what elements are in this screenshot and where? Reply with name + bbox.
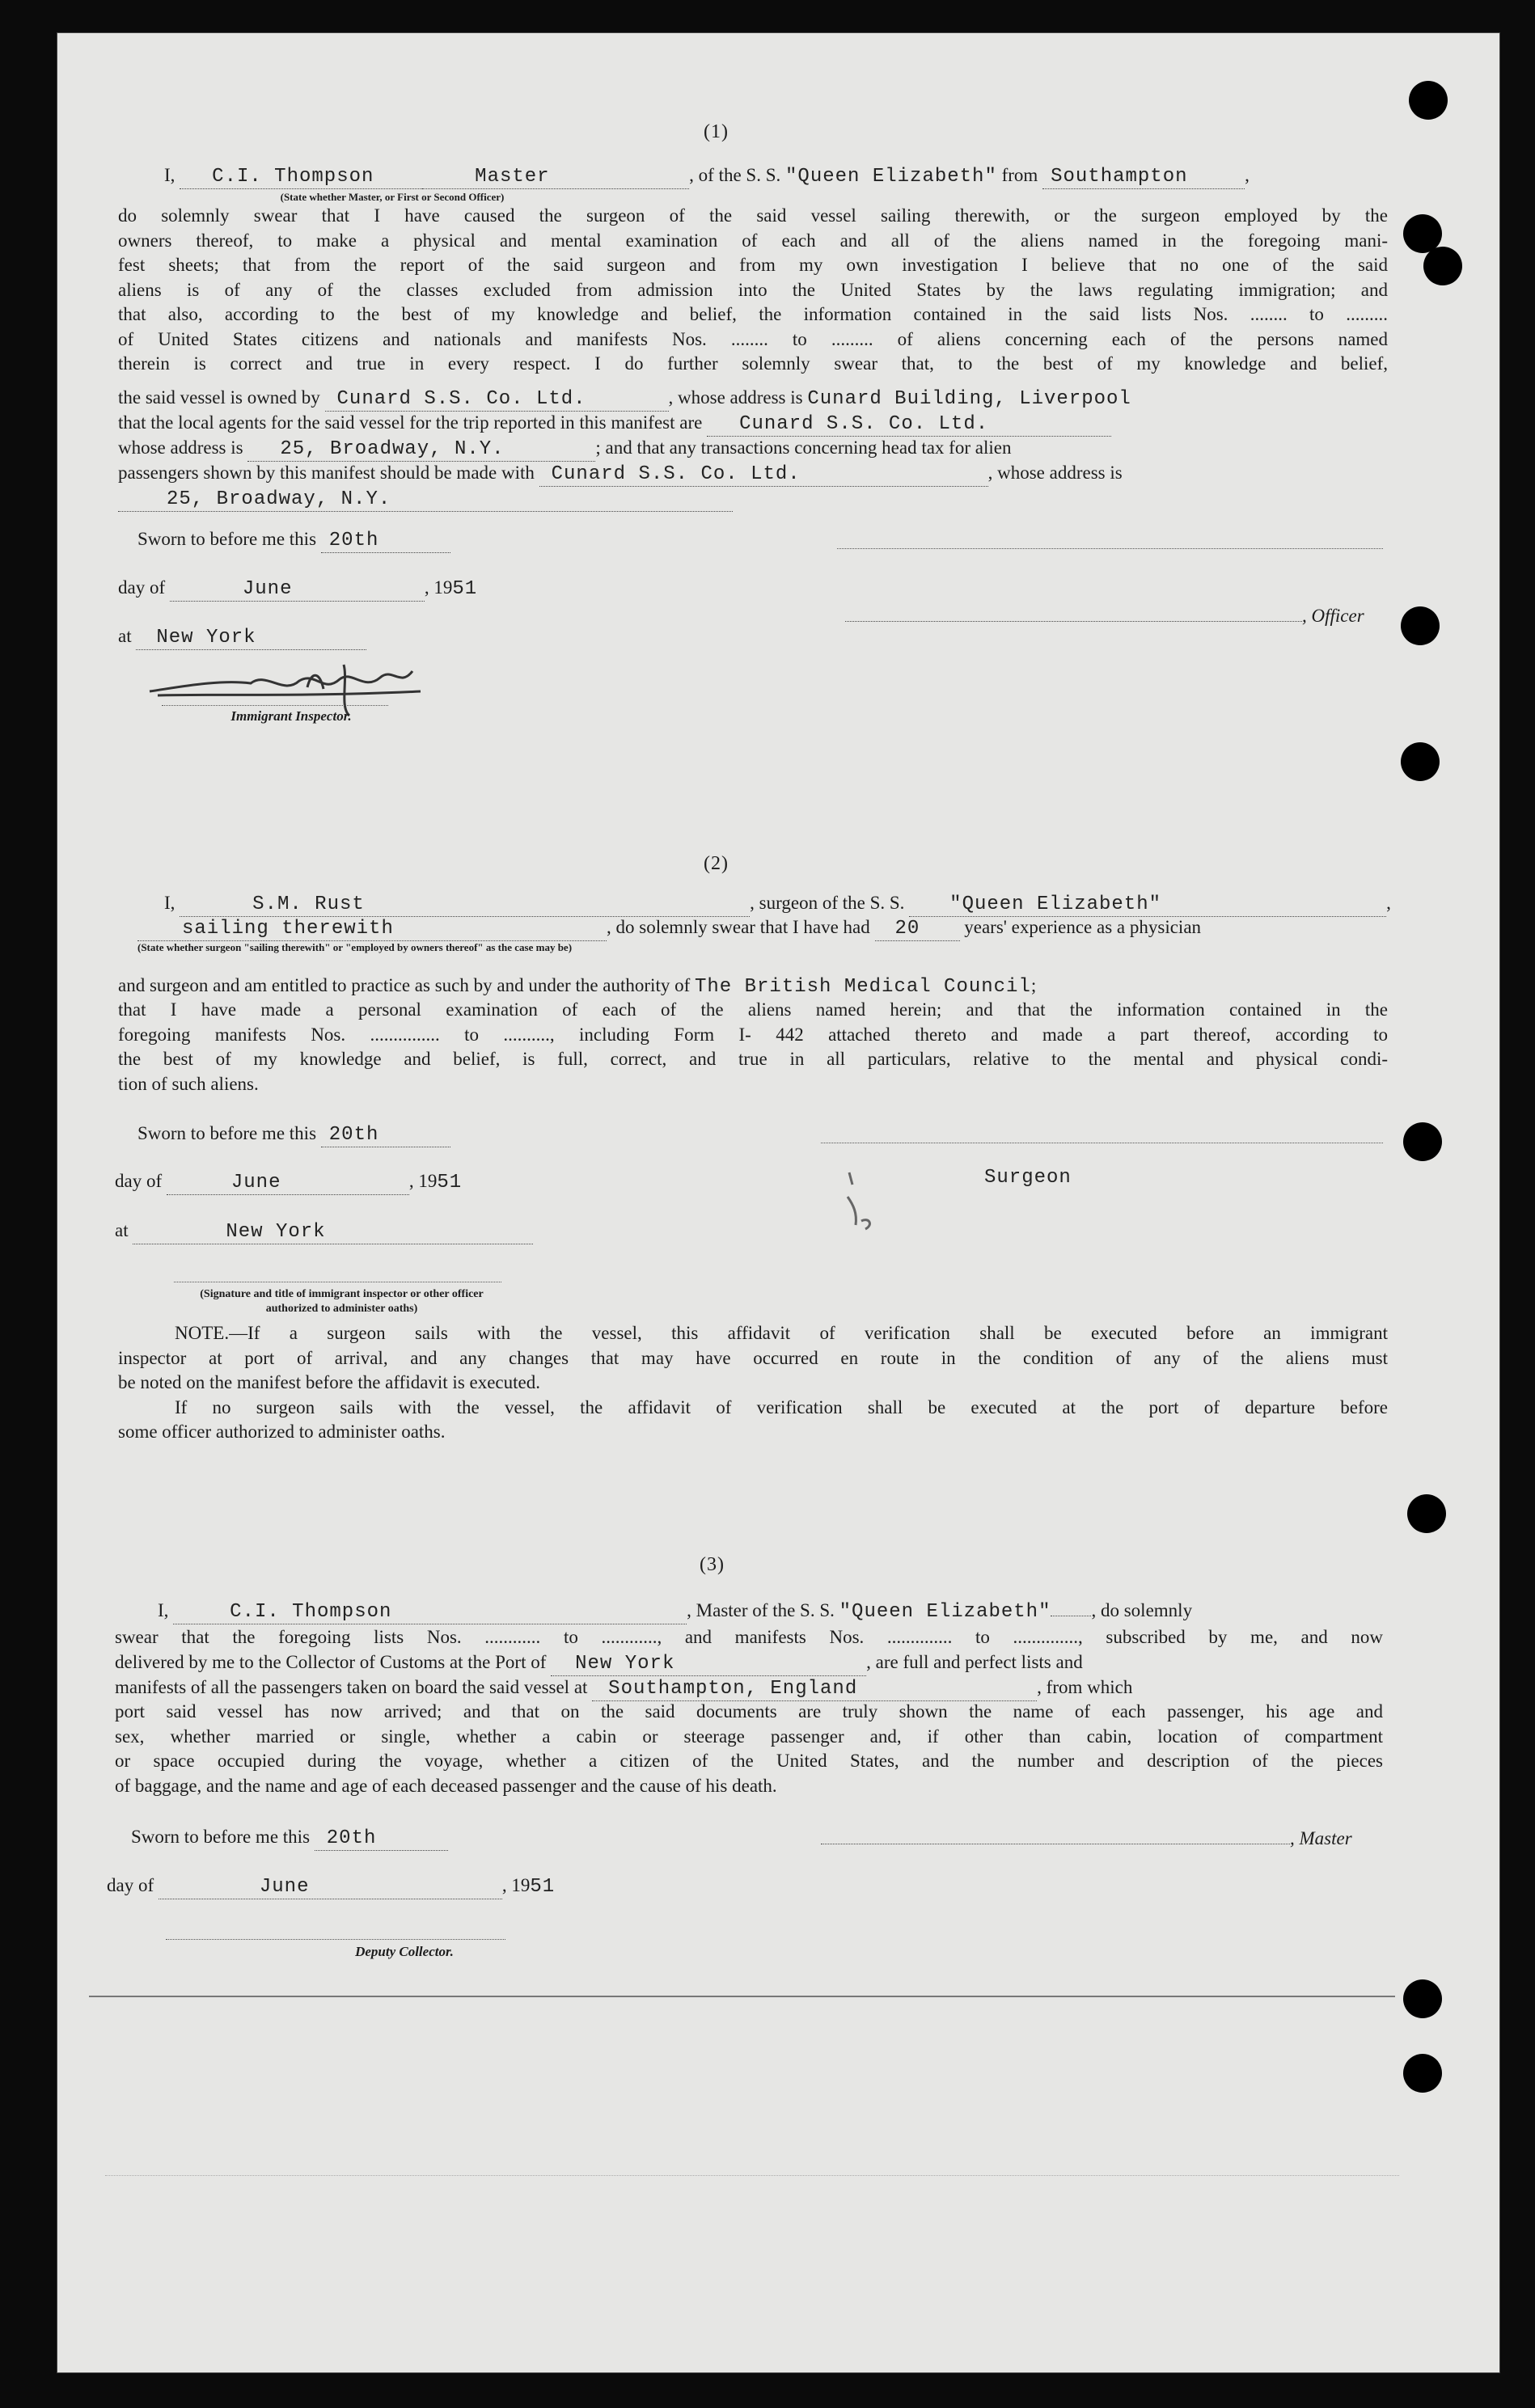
- year-prefix: , 19: [408, 1171, 438, 1191]
- pronoun-i: I,: [164, 893, 175, 913]
- manifests-label: manifests of all the passengers taken on board the said vessel at: [115, 1677, 588, 1697]
- note-line: If no surgeon sails with the vessel, the affidavit of verification shall be executed at the port of departure before: [175, 1396, 1388, 1417]
- whose-address-label: , whose address is: [987, 463, 1123, 483]
- sworn-day: 20th: [328, 1124, 379, 1146]
- sworn-place: New York: [156, 627, 256, 648]
- comma: ,: [1245, 165, 1250, 185]
- ship-name: "Queen Elizabeth": [785, 166, 997, 188]
- punch-hole: [1403, 1979, 1442, 2018]
- section-2-place-line: [115, 1219, 533, 1244]
- note-line: some officer authorized to administer oaths.: [118, 1422, 446, 1442]
- surgeon-signature-mark: [833, 1148, 930, 1237]
- manifests-suffix: , from which: [1037, 1677, 1133, 1697]
- punch-hole: [1423, 247, 1462, 285]
- agents-address-label: whose address is: [118, 437, 243, 458]
- section-1-master-line: [164, 164, 1389, 189]
- sworn-place: New York: [226, 1221, 326, 1243]
- section-3-number: (3): [700, 1554, 725, 1575]
- collector-suffix: , are full and perfect lists and: [866, 1652, 1083, 1672]
- master-name: C.I. Thompson: [230, 1601, 392, 1623]
- sworn-month: June: [242, 578, 293, 600]
- punch-hole: [1403, 1122, 1442, 1161]
- section-2-sworn-line: [137, 1122, 450, 1147]
- section-3-date-line: [107, 1874, 555, 1899]
- sworn-month: June: [259, 1876, 310, 1898]
- authority-line: and surgeon and am entitled to practice as such by and under the authority of The British Medical Council;: [118, 975, 1037, 998]
- head-tax-address-line: [118, 487, 733, 512]
- section-3-master-line: [158, 1599, 1383, 1624]
- body-line: of baggage, and the name and age of each deceased passenger and the cause of his death.: [115, 1775, 777, 1796]
- section-3-lists-line: [115, 1625, 1383, 1650]
- body-line: sex, whether married or single, whether a cabin or steerage passenger and, if other than cabin, location of compartment: [115, 1726, 1383, 1747]
- punch-hole: [1407, 1494, 1446, 1533]
- passengers-label: passengers shown by this manifest should be made with: [118, 463, 535, 483]
- note-line: inspector at port of arrival, and any changes that may have occurred en route in the condition of any of the aliens must: [118, 1347, 1388, 1368]
- day-of-label: day of: [118, 577, 166, 598]
- section-3-departure-port: Southampton, England: [608, 1678, 858, 1700]
- years-experience: 20: [894, 918, 920, 940]
- agents-line: [118, 412, 1111, 437]
- surgeon-status-line: [137, 916, 1387, 941]
- section-1-sworn-line: [137, 528, 450, 553]
- body-line: or space occupied during the voyage, whether a citizen of the United States, and the number and description of the pieces: [115, 1751, 1383, 1771]
- body-line: that I have made a personal examination of each of the aliens named herein; and that the information contained in the: [118, 999, 1388, 1020]
- bottom-faint-line: [105, 2175, 1399, 2176]
- punch-hole: [1401, 606, 1440, 645]
- of-the-ss-label: , of the S. S.: [689, 165, 781, 185]
- oath-officer-caption: (Signature and title of immigrant inspector or other officer authorized to administer oaths): [200, 1288, 484, 1315]
- year-prefix: , 19: [501, 1875, 531, 1895]
- arrival-port: New York: [575, 1653, 675, 1675]
- collector-label: delivered by me to the Collector of Customs at the Port of: [115, 1652, 547, 1672]
- title-caption: (State whether Master, or First or Second Officer): [280, 191, 505, 203]
- owner-address: Cunard Building, Liverpool: [807, 388, 1131, 410]
- sworn-day: 20th: [326, 1827, 377, 1849]
- note-line: NOTE.—If a surgeon sails with the vessel, this affidavit of verification shall be executed before an immigrant: [175, 1323, 1388, 1343]
- owner-address-label: , whose address is: [668, 387, 803, 408]
- year-prefix: , 19: [424, 577, 453, 598]
- agents-address: 25, Broadway, N.Y.: [280, 438, 505, 460]
- inspector-signature-line: [162, 705, 388, 706]
- section-1-officer-line: [845, 605, 1364, 627]
- body-line: owners thereof, to make a physical and mental examination of each and all of the aliens named in the foregoing mani-: [118, 230, 1388, 251]
- agents-address-line: [118, 437, 1388, 462]
- owned-by-label: the said vessel is owned by: [118, 387, 320, 408]
- section-1-date-line: [118, 577, 477, 602]
- section-2-surgeon-line: I, S.M. Rust , surgeon of the S. S. "Queen Elizabeth" ,: [164, 893, 1391, 915]
- local-agents: Cunard S.S. Co. Ltd.: [739, 413, 989, 435]
- sworn-year: 51: [452, 578, 478, 600]
- body-line: aliens is of any of the classes excluded from admission into the United States by the laws regulating immigration; and: [118, 279, 1388, 300]
- sworn-label: Sworn to before me this: [137, 529, 317, 549]
- at-label: at: [118, 626, 132, 646]
- swear-text: , do solemnly swear that I have had: [607, 917, 870, 937]
- collector-line: [115, 1651, 1383, 1676]
- body-line: foregoing manifests Nos. ............... to .........., including Form I- 442 attached thereto and made a part thereof, according to: [118, 1024, 1388, 1045]
- section-1-number: (1): [704, 121, 729, 142]
- sworn-year: 51: [530, 1876, 556, 1898]
- section-2-number: (2): [704, 853, 729, 874]
- head-tax-agent: Cunard S.S. Co. Ltd.: [551, 463, 801, 485]
- section-1-body: [118, 204, 1388, 377]
- pronoun-i: I,: [158, 1600, 169, 1620]
- vessel-owner: Cunard S.S. Co. Ltd.: [336, 388, 586, 410]
- at-label: at: [115, 1220, 129, 1240]
- master-signature-line: [821, 1827, 1352, 1850]
- body-line: do solemnly swear that I have caused the surgeon of the said vessel sailing therewith, or the surgeon employed by the: [118, 205, 1388, 226]
- note-line: be noted on the manifest before the affidavit is executed.: [118, 1372, 540, 1392]
- body-line: port said vessel has now arrived; and that on the said documents are truly shown the name of each passenger, his age and: [115, 1701, 1383, 1722]
- section-3-body: [115, 1700, 1383, 1798]
- surgeon-label: Surgeon: [984, 1167, 1072, 1189]
- master-title: Master: [475, 166, 550, 188]
- body-line: therein is correct and true in every respect. I do further solemnly swear that, to the best of my knowledge and belief,: [118, 353, 1388, 374]
- master-name: C.I. Thompson: [212, 166, 374, 188]
- pronoun-i: I,: [164, 165, 175, 185]
- officer-signature-line: [837, 548, 1383, 549]
- section-2-note: [118, 1321, 1388, 1445]
- head-tax-address: 25, Broadway, N.Y.: [167, 488, 391, 510]
- day-of-label: day of: [115, 1171, 163, 1191]
- inspector-caption: Immigrant Inspector.: [230, 708, 352, 724]
- body-line: the best of my knowledge and belief, is full, correct, and true in all particulars, relative to the mental and physical condi-: [118, 1049, 1388, 1069]
- surgeon-of-label: , surgeon of the S. S.: [750, 893, 905, 913]
- agents-label: that the local agents for the said vessel for the trip reported in this manifest are: [118, 412, 703, 433]
- sworn-month: June: [230, 1172, 281, 1193]
- punch-hole: [1401, 742, 1440, 781]
- years-text: years' experience as a physician: [964, 917, 1202, 937]
- manifests-line: [115, 1676, 1383, 1701]
- owner-line: [118, 387, 1131, 412]
- manifest-page: [57, 32, 1500, 2373]
- punch-hole: [1409, 81, 1448, 120]
- status-caption: (State whether surgeon "sailing therewith" or "employed by owners thereof" as the case may be): [137, 941, 573, 953]
- solemnly-text: , do solemnly: [1091, 1600, 1193, 1620]
- head-tax-line: [118, 462, 1388, 487]
- body-line: tion of such aliens.: [118, 1073, 259, 1094]
- master-label: , Master: [1290, 1828, 1352, 1848]
- section-2-ship-name: "Queen Elizabeth": [949, 893, 1162, 915]
- bottom-rule: [89, 1996, 1395, 1997]
- deputy-collector-caption: Deputy Collector.: [355, 1944, 454, 1959]
- head-tax-text: ; and that any transactions concerning head tax for alien: [595, 437, 1012, 458]
- sworn-label: Sworn to before me this: [131, 1827, 311, 1847]
- body-line: of United States citizens and nationals and manifests Nos. ........ to ......... of aliens concerning each of the persons named: [118, 328, 1388, 349]
- sworn-year: 51: [437, 1172, 463, 1193]
- departure-port: Southampton: [1051, 166, 1188, 188]
- body-line: fest sheets; that from the report of the said surgeon and from my own investigation I believe that no one of the said: [118, 255, 1388, 275]
- section-2-body: [118, 998, 1388, 1096]
- deputy-collector-signature-line: [166, 1939, 505, 1940]
- sworn-day: 20th: [328, 530, 379, 551]
- section-3-ship-name: "Queen Elizabeth": [839, 1601, 1051, 1623]
- sworn-label: Sworn to before me this: [137, 1123, 317, 1143]
- medical-authority: The British Medical Council: [695, 976, 1031, 998]
- master-of-label: , Master of the S. S.: [687, 1600, 835, 1620]
- body-line: swear that the foregoing lists Nos. ............ to ............, and manifests Nos. .............. to .............., subscribed by me, and now: [115, 1627, 1383, 1647]
- punch-hole: [1403, 2054, 1442, 2093]
- officer-label: , Officer: [1302, 606, 1364, 626]
- surgeon-name: S.M. Rust: [252, 893, 365, 915]
- body-line: that also, according to the best of my knowledge and belief, the information contained in the said lists Nos. ........ to .........: [118, 304, 1388, 324]
- section-2-date-line: [115, 1170, 462, 1195]
- from-label: from: [1001, 165, 1038, 185]
- surgeon-status: sailing therewith: [182, 918, 394, 940]
- authority-label: and surgeon and am entitled to practice as such by and under the authority of: [118, 975, 691, 995]
- day-of-label: day of: [107, 1875, 154, 1895]
- section-3-sworn-line: [131, 1826, 448, 1851]
